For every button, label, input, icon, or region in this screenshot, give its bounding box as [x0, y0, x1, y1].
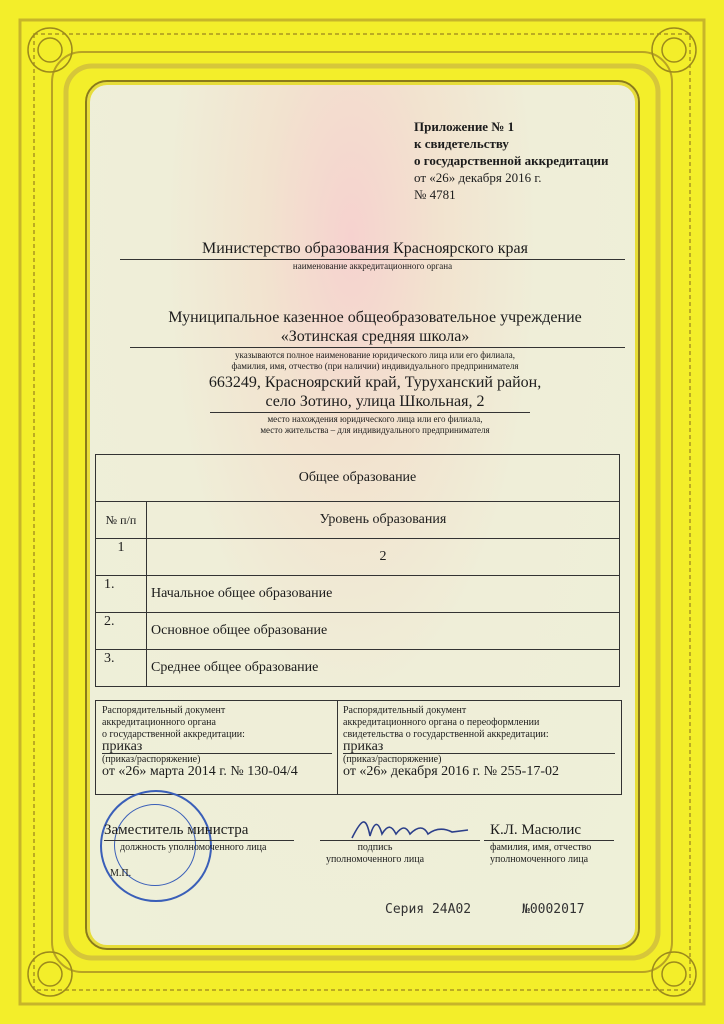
directive-left-type: приказ — [102, 741, 332, 754]
signer-name-caption1: фамилия, имя, отчество — [490, 842, 592, 853]
directive-right-line1: Распорядительный документ — [343, 705, 467, 716]
form-number: 0002017 — [529, 902, 585, 917]
table-row — [96, 576, 620, 613]
table-row — [96, 539, 620, 576]
appendix-to-certificate: к свидетельству — [414, 136, 509, 151]
seal-mark: М.П. — [110, 868, 132, 879]
series-block — [385, 902, 471, 917]
org-name-line1: Муниципальное казенное общеобразовательное учреждение — [168, 309, 582, 326]
row-level: Начальное общее образование — [147, 576, 620, 613]
table-row — [96, 613, 620, 650]
table-row — [96, 650, 620, 687]
education-table — [95, 454, 620, 687]
directive-left-line2: аккредитационного органа — [102, 717, 216, 728]
directive-left-type-caption: (приказ/распоряжение) — [102, 754, 201, 765]
directive-documents — [95, 700, 622, 795]
row-num: 1. — [96, 576, 147, 613]
num-row-cell-2: 2 — [147, 539, 620, 576]
directive-right — [343, 705, 615, 778]
directive-left — [102, 705, 332, 778]
signer-position: Заместитель министра — [104, 822, 249, 838]
directive-right-line2: аккредитационного органа о переоформлении — [343, 717, 540, 728]
appendix-number: Приложение № 1 — [414, 119, 515, 134]
org-address-caption1: место нахождения юридического лица или его филиала, — [267, 414, 483, 424]
org-name-line2: «Зотинская средняя школа» — [280, 328, 470, 345]
directive-left-date: от «26» марта 2014 г. № 130-04/4 — [102, 764, 298, 779]
signature-caption2: уполномоченного лица — [325, 854, 425, 865]
org-caption-line2: фамилия, имя, отчество (при наличии) индивидуального предпринимателя — [231, 361, 519, 371]
table-title-row — [96, 455, 620, 502]
directive-right-type: приказ — [343, 741, 615, 754]
series-value: 24А02 — [431, 902, 472, 917]
table-title: Общее образование — [96, 455, 620, 502]
appendix-block — [414, 118, 608, 203]
number-sign: № — [522, 902, 530, 917]
org-address-line2: село Зотино, улица Школьная, 2 — [265, 393, 485, 410]
row-num: 2. — [96, 613, 147, 650]
appendix-cert-number: № 4781 — [414, 187, 456, 202]
signer-name-caption2: уполномоченного лица — [490, 854, 589, 865]
directive-right-type-caption: (приказ/распоряжение) — [343, 754, 442, 765]
appendix-accreditation: о государственной аккредитации — [414, 153, 609, 168]
org-address-caption2: место жительства – для индивидуального предпринимателя — [260, 425, 490, 435]
num-row-cell-1: 1 — [96, 539, 147, 576]
authority-name: Министерство образования Красноярского края — [202, 240, 528, 257]
org-address-line1: 663249, Красноярский край, Туруханский район, — [208, 374, 542, 391]
row-level: Основное общее образование — [147, 613, 620, 650]
directive-right-line3: свидетельства о государственной аккредитации: — [343, 729, 549, 740]
org-caption-line1: указываются полное наименование юридического лица или его филиала, — [234, 350, 515, 360]
row-num: 3. — [96, 650, 147, 687]
signature-caption1: подпись — [357, 842, 393, 853]
directive-right-date: от «26» декабря 2016 г. № 255-17-02 — [343, 764, 559, 779]
directive-left-line3: о государственной аккредитации: — [102, 729, 245, 740]
table-header-row — [96, 502, 620, 539]
series-label: Серия — [385, 902, 425, 917]
directive-left-line1: Распорядительный документ — [102, 705, 226, 716]
signer-position-caption: должность уполномоченного лица — [120, 842, 267, 853]
authority-caption: наименование аккредитационного органа — [292, 261, 453, 271]
col-num-header: № п/п — [96, 502, 147, 539]
appendix-date: от «26» декабря 2016 г. — [414, 170, 542, 185]
form-number-block — [522, 902, 585, 917]
row-level: Среднее общее образование — [147, 650, 620, 687]
col-level-header: Уровень образования — [147, 502, 620, 539]
signer-name: К.Л. Масюлис — [490, 822, 582, 838]
